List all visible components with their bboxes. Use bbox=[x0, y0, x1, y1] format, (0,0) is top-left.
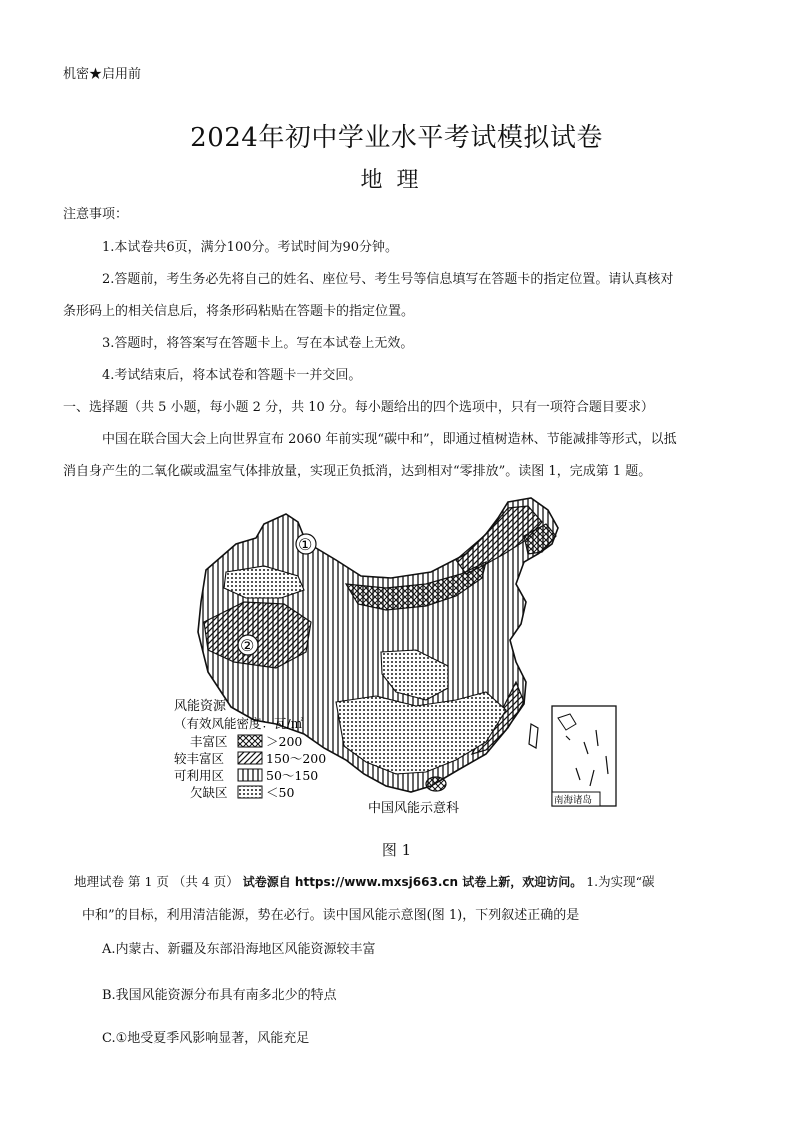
question-1-text: 中和”的目标，利用清洁能源，势在必行。读中国风能示意图(图 1)，下列叙述正确的是 bbox=[82, 908, 580, 923]
notice-item-2-cont: 条形码上的相关信息后，将条形码粘贴在答题卡的指定位置。 bbox=[63, 304, 415, 319]
option-c: C.①地受夏季风影响显著，风能充足 bbox=[102, 1031, 310, 1046]
hainan-island bbox=[426, 777, 446, 791]
confidential-label: 机密★启用前 bbox=[63, 67, 142, 82]
legend-range-fairly-rich: 150～200 bbox=[266, 751, 327, 766]
legend-range-usable: 50～150 bbox=[266, 768, 319, 783]
marker-2: ② bbox=[240, 636, 255, 655]
legend-swatch-deficient bbox=[238, 786, 262, 798]
option-a: A.内蒙古、新疆及东部沿海地区风能资源较丰富 bbox=[102, 942, 376, 957]
china-wind-map bbox=[174, 492, 626, 822]
legend-swatch-usable bbox=[238, 769, 262, 781]
legend-label-deficient: 欠缺区 bbox=[190, 785, 228, 800]
notice-item-4: 4.考试结束后，将本试卷和答题卡一并交回。 bbox=[102, 368, 362, 383]
exam-title: 2024年初中学业水平考试模拟试卷 bbox=[190, 123, 603, 153]
source-notice: 试卷源自 https://www.mxsj663.cn 试卷上新，欢迎访问。 bbox=[242, 875, 583, 889]
legend-unit: （有效风能密度：瓦/㎡ bbox=[174, 716, 304, 731]
footer-line bbox=[74, 872, 655, 890]
map-svg bbox=[174, 492, 626, 822]
option-b: B.我国风能资源分布具有南多北少的特点 bbox=[102, 988, 337, 1003]
intro-line-2: 消自身产生的二氧化碳或温室气体排放量，实现正负抵消，达到相对“零排放”。读图 1，完成第 1 题。 bbox=[63, 464, 652, 479]
subject-title: 地理 bbox=[360, 168, 433, 193]
legend-label-fairly-rich: 较丰富区 bbox=[174, 751, 225, 766]
inset-label: 南海诸岛 bbox=[554, 795, 593, 806]
marker-1: ① bbox=[298, 535, 313, 554]
notice-heading: 注意事项： bbox=[63, 207, 129, 222]
page-info: 地理试卷 第 1 页 （共 4 页） bbox=[74, 874, 239, 889]
legend-swatch-rich bbox=[238, 735, 262, 747]
legend-range-deficient: ＜50 bbox=[266, 785, 295, 800]
figure-label: 图 1 bbox=[381, 841, 412, 859]
intro-line-1: 中国在联合国大会上向世界宣布 2060 年前实现“碳中和”，即通过植树造林、节能减排等形式，以抵 bbox=[102, 432, 677, 447]
notice-item-2: 2.答题前，考生务必先将自己的姓名、座位号、考生号等信息填写在答题卡的指定位置。请认真核对 bbox=[102, 272, 674, 287]
legend-label-usable: 可利用区 bbox=[174, 768, 225, 783]
taiwan-island bbox=[529, 724, 538, 748]
section-heading: 一、选择题（共 5 小题，每小题 2 分，共 10 分。每小题给出的四个选项中，只有一项符合题目要求） bbox=[63, 400, 654, 415]
notice-item-1: 1.本试卷共6页，满分100分。考试时间为90分钟。 bbox=[102, 240, 399, 255]
notice-item-3: 3.答题时，将答案写在答题卡上。写在本试卷上无效。 bbox=[102, 336, 414, 351]
legend-swatch-fairly-rich bbox=[238, 752, 262, 764]
map-caption: 中国风能示意科 bbox=[368, 801, 460, 816]
legend-title: 风能资源 bbox=[174, 699, 227, 714]
question-1-start: 1.为实现“碳 bbox=[586, 874, 655, 889]
legend-range-rich: ＞200 bbox=[266, 734, 303, 749]
legend-label-rich: 丰富区 bbox=[190, 734, 228, 749]
